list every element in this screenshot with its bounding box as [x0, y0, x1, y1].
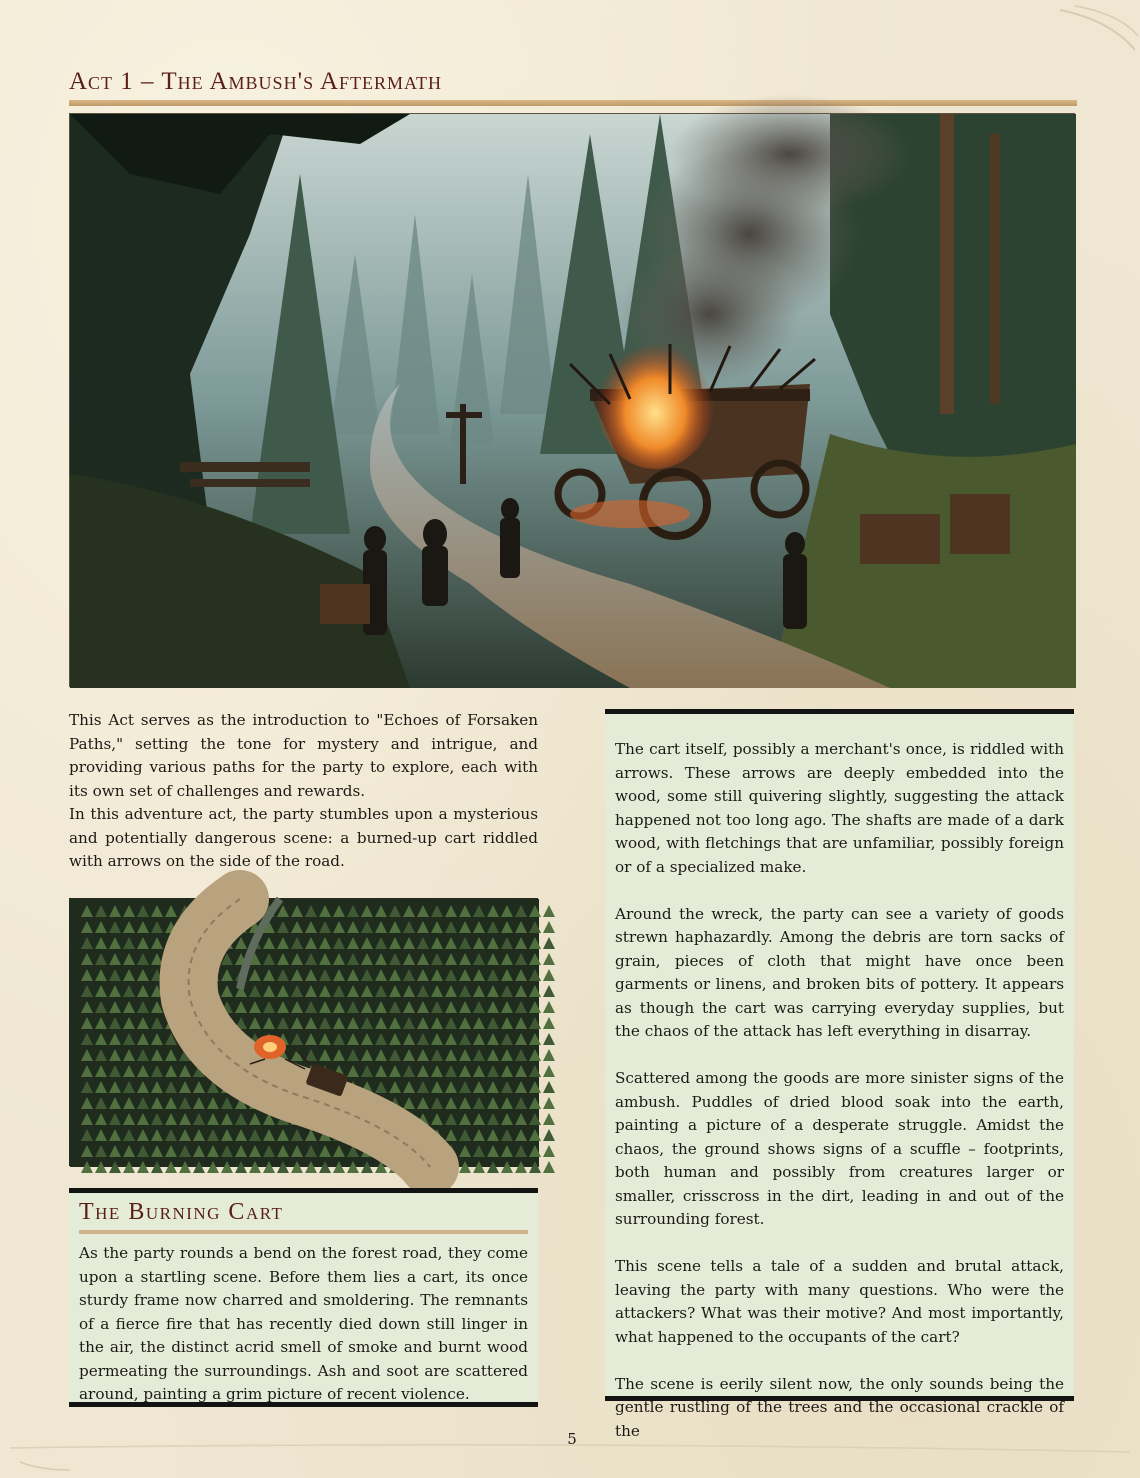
intro-paragraph: This Act serves as the introduction to "Echoes of Forsaken Paths," setting the tone for mystery and intrigue, and providing various paths for the party to explore, each with its own set of challenges and rewards. [69, 711, 538, 800]
read-aloud-paragraph: The scene is eerily silent now, the only sounds being the gentle rustling of the trees and the occasional crackle of the [615, 1374, 1064, 1440]
read-aloud-paragraph: This scene tells a tale of a sudden and brutal attack, leaving the party with many questions. Who were the attackers? What was their motive? And most importantly, what happened to the occupants of the cart? [615, 1257, 1064, 1346]
title-rule [69, 100, 1077, 106]
section-rule [79, 1230, 528, 1234]
intro-text [69, 709, 538, 874]
read-aloud-box [605, 709, 1074, 1440]
act-title: Act 1 – The Ambush's Aftermath [69, 68, 443, 95]
hero-illustration [69, 113, 1075, 687]
read-aloud-paragraph: Around the wreck, the party can see a variety of goods strewn haphazardly. Among the debris are torn sacks of grain, pieces of cloth that might have once been garments or linens, and broken bits of pottery. It appears as though the cart was carrying everyday supplies, but the chaos of the attack has left everything in disarray. [615, 904, 1064, 1040]
battle-map-illustration [69, 898, 538, 1166]
section-title: The Burning Cart [79, 1199, 284, 1225]
page-number: 5 [567, 1430, 577, 1448]
read-aloud-paragraph: Scattered among the goods are more sinister signs of the ambush. Puddles of dried blood soak into the earth, painting a picture of a desperate struggle. Amidst the chaos, the ground shows signs of a scuffle – footprints, both human and possibly from creatures larger or smaller, crisscross in the dirt, leading in and out of the surrounding forest. [615, 1069, 1064, 1228]
intro-paragraph: In this adventure act, the party stumbles upon a mysterious and potentially dangerous scene: a burned-up cart riddled with arrows on the side of the road. [69, 805, 538, 870]
burning-cart-section [69, 1188, 538, 1407]
section-text: As the party rounds a bend on the forest road, they come upon a startling scene. Before them lies a cart, its once sturdy frame now charred and smoldering. The remnants of a fierce fire that has recently died down still linger in the air, the distinct acrid smell of smoke and burnt wood permeating the surroundings. Ash and soot are scattered around, painting a grim picture of recent violence. [79, 1244, 528, 1403]
read-aloud-paragraph: The cart itself, possibly a merchant's once, is riddled with arrows. These arrows are deeply embedded into the wood, some still quivering slightly, suggesting the attack happened not too long ago. The shafts are made of a dark wood, with fletchings that are unfamiliar, possibly foreign or of a specialized make. [615, 740, 1064, 876]
